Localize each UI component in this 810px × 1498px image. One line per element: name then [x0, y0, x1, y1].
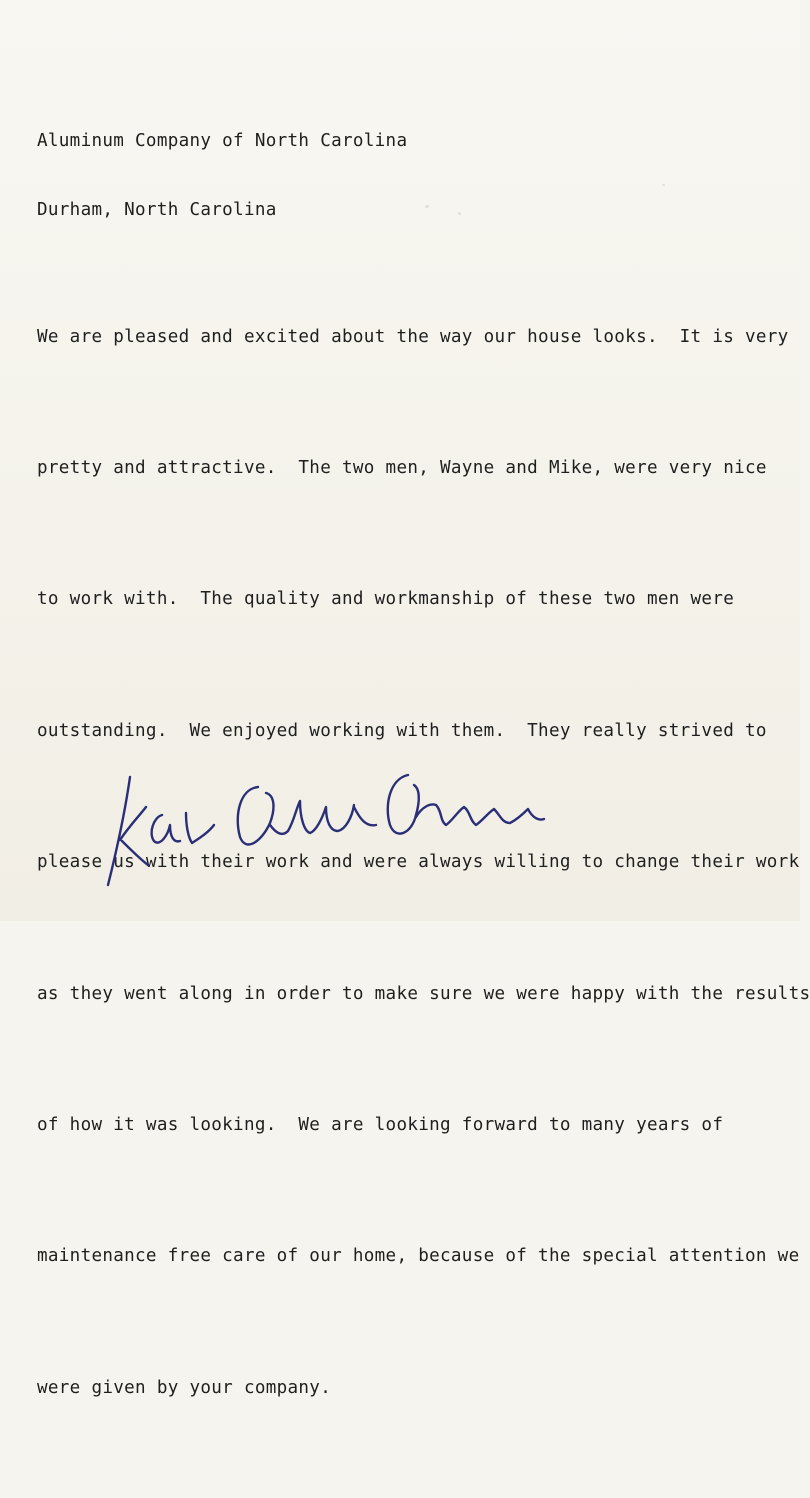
body-line: please us with their work and were always willing to change their work [37, 852, 800, 873]
address-line-company: Aluminum Company of North Carolina [37, 131, 408, 151]
paper-speck [425, 205, 429, 208]
body-line: to work with. The quality and workmanship of these two men were [37, 589, 735, 610]
body-line: We are pleased and excited about the way our house looks. It is very [37, 326, 789, 347]
body-line: outstanding. We enjoyed working with them. They really strived to [37, 720, 767, 741]
body-line: pretty and attractive. The two men, Wayne and Mike, were very nice [37, 457, 767, 478]
paper-speck [458, 212, 461, 215]
body-line: of how it was looking. We are looking forward to many years of [37, 1114, 724, 1135]
paper-speck [662, 184, 665, 186]
body-line: maintenance free care of our home, because of the special attention we [37, 1246, 800, 1267]
body-line: as they went along in order to make sure we were happy with the results [37, 983, 810, 1004]
address-line-city: Durham, North Carolina [37, 200, 277, 220]
handwritten-signature [90, 745, 560, 895]
body-line: were given by your company. [37, 1377, 332, 1398]
